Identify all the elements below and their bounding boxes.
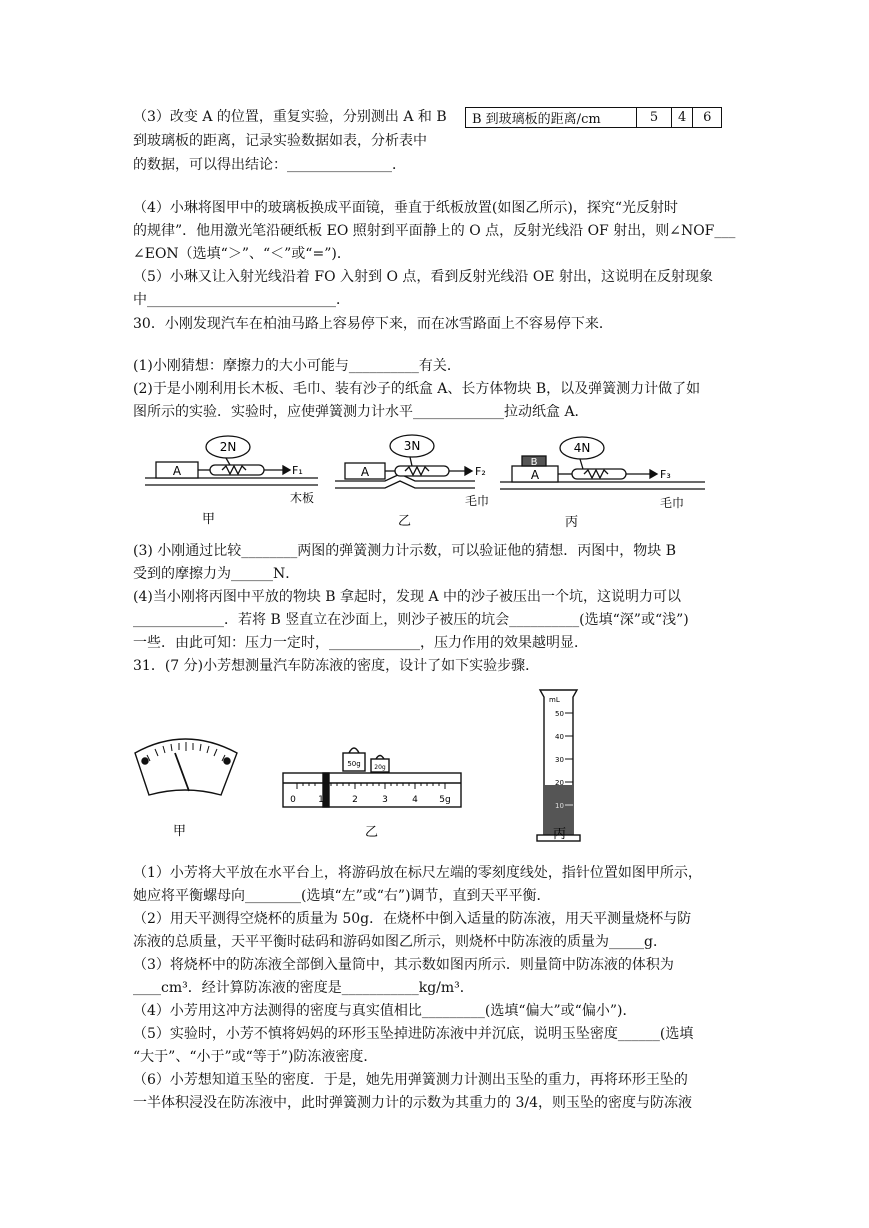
scale-label: 4 (412, 795, 418, 805)
block-label: A (172, 464, 182, 478)
surface-label: 毛巾 (660, 496, 685, 510)
q30-after-line-3: (4)当小刚将丙图中平放的物块 B 拿起时，发现 A 中的沙子被压出一个坑，这说明力可以 (133, 589, 682, 605)
q31-line-2: 她应将平衡螺母向________(选填“左”或“右”)调节，直到天平平衡． (133, 888, 551, 904)
force-label: F₁ (292, 464, 303, 477)
scale-label: 1 (318, 795, 324, 805)
q29-p5-line-2: 中___________________________． (133, 292, 350, 308)
cylinder-tick: 10 (555, 802, 564, 810)
cylinder-tick: 30 (555, 756, 564, 764)
cylinder-tick: 20 (555, 779, 564, 787)
q31-line-4: 冻液的总质量，天平平衡时砝码和游码如图乙所示，则烧杯中防冻液的质量为_____g． (133, 934, 667, 950)
q29-p4-line-2: 的规律”．他用激光笔沿硬纸板 EO 照射到平面静上的 O 点，反射光线沿 OF 射出，则∠NOF___ (133, 223, 736, 239)
scale-label: 3 (382, 795, 388, 805)
cylinder-tick: 50 (555, 710, 564, 718)
scale-label: 2 (352, 795, 358, 805)
reading-label: 4N (573, 441, 591, 455)
friction-experiment-figure (140, 432, 720, 532)
q29-p5-line-1: （5）小琳又让入射光线沿着 FO 入射到 O 点，看到反射光线沿 OE 射出，这说明在反射现象 (133, 269, 713, 285)
q31-line-11: 一半体积浸没在防冻液中，此时弹簧测力计的示数为其重力的 3/4，则玉坠的密度与防冻液 (133, 1095, 692, 1111)
table-header-cell: B 到玻璃板的距离/cm (466, 108, 637, 128)
distance-table (465, 107, 722, 128)
q30-after-line-1: (3) 小刚通过比较________两图的弹簧测力计示数，可以验证他的猜想．丙图中，物块 B (133, 543, 677, 559)
q30-title: 30．小刚发现汽车在柏油马路上容易停下来，而在冰雪路面上不容易停下来． (133, 316, 613, 332)
q30-line-3: 图所示的实验．实验时，应使弹簧测力计水平_____________拉动纸盒 A． (133, 404, 589, 420)
q29-p4-line-1: （4）小琳将图甲中的玻璃板换成平面镜，垂直于纸板放置(如图乙所示)，探究“光反射时 (133, 200, 678, 216)
cylinder-unit: mL (549, 696, 560, 704)
q29-p3-line-2: 到玻璃板的距离，记录实验数据如表，分析表中 (133, 133, 427, 149)
table-value-cell: 6 (693, 108, 722, 128)
q31-line-1: （1）小芳将大平放在水平台上，将游码放在标尺左端的零刻度线处，指针位置如图甲所示， (133, 865, 702, 881)
q31-line-6: ____cm³．经计算防冻液的密度是___________kg/m³． (133, 980, 474, 996)
q30-after-line-4: _____________．若将 B 竖直立在沙面上，则沙子被压的坑会__________(选填“深”或“浅”) (133, 612, 689, 628)
q29-p3-line-3: 的数据，可以得出结论：_______________． (133, 157, 406, 173)
q30-line-1: (1)小刚猜想：摩擦力的大小可能与__________有关． (133, 358, 461, 374)
reading-label: 3N (403, 439, 421, 453)
scale-label: 0 (290, 795, 296, 805)
q31-line-3: （2）用天平测得空烧杯的质量为 50g．在烧杯中倒入适量的防冻液，用天平测量烧杯与防 (133, 911, 692, 927)
q31-line-9: “大于”、“小于”或“等于”)防冻液密度． (133, 1049, 378, 1065)
q29-p4-line-3: ∠EON（选填“＞”、“＜”或“=”)． (133, 246, 351, 262)
q31-title: 31．(7 分)小芳想测量汽车防冻液的密度，设计了如下实验步骤． (133, 658, 540, 674)
q30-line-2: (2)于是小刚利用长木板、毛巾、装有沙子的纸盒 A、长方体物块 B，以及弹簧测力计做了如 (133, 381, 701, 397)
scale-label: 5g (439, 795, 451, 805)
cylinder-tick: 40 (555, 733, 564, 741)
figure-caption: 乙 (365, 825, 379, 840)
q31-line-10: （6）小芳想知道玉坠的密度．于是，她先用弹簧测力计测出玉坠的重力，再将环形王坠的 (133, 1072, 688, 1088)
table-value-cell: 5 (637, 108, 672, 128)
surface-label: 毛巾 (465, 494, 490, 508)
table-value-cell: 4 (672, 108, 693, 128)
force-label: F₃ (660, 468, 671, 481)
weight-label: 20g (374, 764, 386, 771)
figure-caption: 甲 (173, 824, 187, 839)
force-label: F₂ (475, 465, 486, 478)
q31-line-7: （4）小芳用这冲方法测得的密度与真实值相比_________(选填“偏大”或“偏小”)． (133, 1003, 637, 1019)
figure-caption: 甲 (202, 512, 216, 527)
q31-line-5: （3）将烧杯中的防冻液全部倒入量筒中，其示数如图丙所示．则量筒中防冻液的体积为 (133, 957, 674, 973)
reading-label: 2N (219, 440, 237, 454)
q31-line-8: （5）实验时，小芳不慎将妈妈的环形玉坠掉进防冻液中并沉底，说明玉坠密度______(选填 (133, 1026, 694, 1042)
balance-cylinder-figure (125, 685, 605, 850)
figure-caption: 丙 (565, 515, 579, 530)
q30-after-line-5: 一些．由此可知：压力一定时，_____________，压力作用的效果越明显． (133, 635, 588, 651)
figure-caption: 丙 (553, 827, 567, 842)
q30-after-line-2: 受到的摩擦力为______N． (133, 566, 300, 582)
q29-p3-line-1: （3）改变 A 的位置，重复实验，分别测出 A 和 B (133, 109, 447, 125)
surface-label: 木板 (290, 491, 315, 505)
weight-label: 50g (347, 760, 361, 768)
figure-caption: 乙 (398, 514, 412, 529)
block-label: B (530, 457, 538, 468)
block-label: A (360, 465, 370, 479)
block-label: A (530, 468, 540, 482)
